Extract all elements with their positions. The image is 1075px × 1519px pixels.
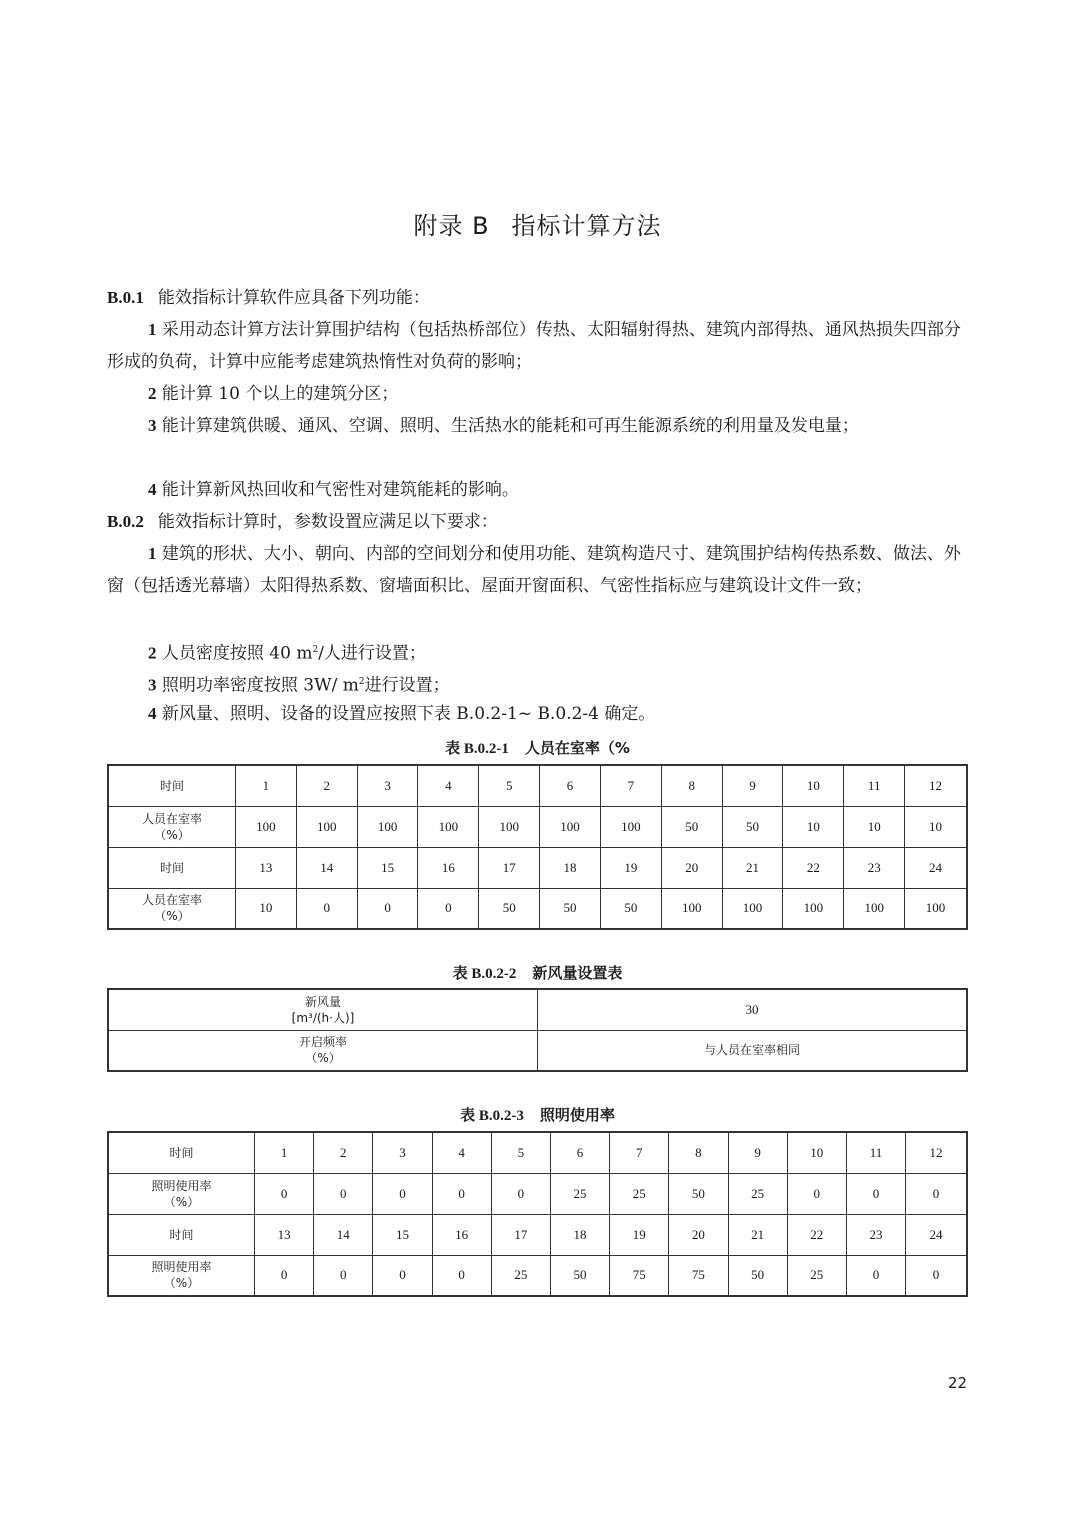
b01-item-1 [107, 314, 969, 378]
hour-cell: 3 [357, 765, 418, 806]
hour-cell: 24 [905, 847, 967, 888]
hour-cell: 15 [373, 1214, 432, 1255]
label-line: 照明使用率 [151, 1178, 212, 1193]
item-number: 3 [148, 416, 157, 435]
label-line: 新风量 [304, 994, 341, 1009]
hour-cell: 17 [479, 847, 540, 888]
value-cell: 100 [357, 806, 418, 847]
hour-cell: 5 [491, 1132, 550, 1173]
hour-cell: 19 [600, 847, 661, 888]
time-label: 时间 [108, 1214, 255, 1255]
time-label: 时间 [108, 847, 236, 888]
superscript: 2 [358, 677, 365, 687]
fresh-air-table [107, 988, 968, 1072]
hour-cell: 18 [540, 847, 601, 888]
label-line: （%） [154, 827, 190, 842]
item-text: 能计算建筑供暖、通风、空调、照明、生活热水的能耗和可再生能源系统的利用量及发电量； [161, 416, 859, 436]
value-cell: 0 [906, 1255, 967, 1296]
fresh-air-value: 30 [538, 989, 968, 1030]
hour-cell: 9 [728, 1132, 787, 1173]
value-cell: 50 [669, 1173, 728, 1214]
value-cell: 10 [236, 888, 297, 929]
hour-cell: 21 [722, 847, 783, 888]
rate-label [108, 806, 236, 847]
value-cell: 0 [296, 888, 357, 929]
value-cell: 100 [418, 806, 479, 847]
page-title [0, 206, 1075, 241]
value-cell: 100 [540, 806, 601, 847]
value-cell: 0 [314, 1255, 373, 1296]
hour-cell: 2 [314, 1132, 373, 1173]
hour-cell: 4 [418, 765, 479, 806]
value-cell: 100 [905, 888, 967, 929]
hour-cell: 24 [906, 1214, 967, 1255]
value-cell: 25 [610, 1173, 669, 1214]
rate-label [108, 1255, 255, 1296]
item-number: 1 [148, 320, 157, 339]
value-cell: 50 [722, 806, 783, 847]
value-cell: 75 [610, 1255, 669, 1296]
hour-cell: 8 [661, 765, 722, 806]
hour-cell: 18 [550, 1214, 609, 1255]
hour-cell: 10 [783, 765, 844, 806]
hour-cell: 4 [432, 1132, 491, 1173]
label-line: （%） [305, 1051, 341, 1066]
clause-number: B.0.2 [107, 512, 144, 531]
hour-cell: 1 [255, 1132, 314, 1173]
value-cell: 100 [479, 806, 540, 847]
clause-number: B.0.1 [107, 288, 144, 307]
frequency-value: 与人员在室率相同 [538, 1030, 968, 1071]
hour-cell: 6 [540, 765, 601, 806]
value-cell: 50 [728, 1255, 787, 1296]
b01-item-4 [107, 474, 969, 506]
b02-item-1 [107, 538, 969, 602]
appendix-label: 附录 B [413, 212, 490, 240]
hour-cell: 23 [844, 847, 905, 888]
hour-cell: 10 [787, 1132, 846, 1173]
label-line: （%） [163, 1276, 200, 1291]
item-number: 4 [148, 480, 157, 499]
hour-cell: 12 [906, 1132, 967, 1173]
hour-cell: 7 [600, 765, 661, 806]
table-row [108, 989, 967, 1030]
hour-cell: 2 [296, 765, 357, 806]
value-cell: 100 [661, 888, 722, 929]
b02-item-2 [107, 634, 969, 670]
value-cell: 100 [783, 888, 844, 929]
caption-text: 新风量设置表 [532, 964, 623, 982]
time-label: 时间 [108, 1132, 255, 1173]
hour-cell: 21 [728, 1214, 787, 1255]
hour-cell: 20 [669, 1214, 728, 1255]
hour-cell: 5 [479, 765, 540, 806]
value-cell: 0 [357, 888, 418, 929]
fresh-air-label [108, 989, 538, 1030]
table3-caption [0, 1104, 1075, 1125]
value-cell: 50 [550, 1255, 609, 1296]
value-cell: 25 [728, 1173, 787, 1214]
occupancy-table [107, 764, 968, 930]
value-cell: 0 [255, 1173, 314, 1214]
label-line: 照明使用率 [151, 1260, 212, 1275]
page-number: 22 [948, 1374, 968, 1392]
hour-cell: 16 [432, 1214, 491, 1255]
caption-number: 表 B.0.2-3 [460, 1108, 524, 1124]
hour-cell: 11 [846, 1132, 905, 1173]
item-text: 能计算新风热回收和气密性对建筑能耗的影响。 [161, 480, 519, 500]
b01-item-3 [107, 410, 969, 442]
hour-cell: 23 [846, 1214, 905, 1255]
table-row [108, 1214, 967, 1255]
table-row [108, 806, 967, 847]
label-line: （%） [163, 1194, 200, 1209]
hour-cell: 9 [722, 765, 783, 806]
superscript: 2 [312, 645, 319, 655]
b01-item-2 [107, 378, 969, 410]
rate-label [108, 1173, 255, 1214]
hour-cell: 14 [314, 1214, 373, 1255]
item-number: 2 [148, 384, 157, 403]
label-line: 开启频率 [298, 1035, 347, 1050]
hour-cell: 17 [491, 1214, 550, 1255]
value-cell: 0 [432, 1173, 491, 1214]
hour-cell: 19 [610, 1214, 669, 1255]
value-cell: 0 [787, 1173, 846, 1214]
value-cell: 0 [846, 1173, 905, 1214]
table-row [108, 765, 967, 806]
value-cell: 10 [905, 806, 967, 847]
hour-cell: 8 [669, 1132, 728, 1173]
table-row [108, 1255, 967, 1296]
value-cell: 50 [540, 888, 601, 929]
value-cell: 75 [669, 1255, 728, 1296]
time-label: 时间 [108, 765, 236, 806]
hour-cell: 15 [357, 847, 418, 888]
hour-cell: 3 [373, 1132, 432, 1173]
caption-number: 表 B.0.2-2 [452, 966, 517, 982]
frequency-label [108, 1030, 538, 1071]
item-number: 4 [148, 704, 157, 723]
hour-cell: 14 [296, 847, 357, 888]
value-cell: 0 [255, 1255, 314, 1296]
value-cell: 0 [846, 1255, 905, 1296]
value-cell: 50 [600, 888, 661, 929]
value-cell: 100 [296, 806, 357, 847]
table-row [108, 1030, 967, 1071]
value-cell: 100 [722, 888, 783, 929]
value-cell: 100 [236, 806, 297, 847]
clause-b01 [107, 282, 969, 314]
hour-cell: 16 [418, 847, 479, 888]
item-text: 建筑的形状、大小、朝向、内部的空间划分和使用功能、建筑构造尺寸、建筑围护结构传热系数、做法、外窗（包括透光幕墙）太阳得热系数、窗墙面积比、屋面开窗面积、气密性指标应与建筑设计文件一致； [107, 544, 961, 596]
item-text: /人进行设置； [318, 643, 426, 664]
value-cell: 0 [418, 888, 479, 929]
appendix-title: 指标计算方法 [511, 212, 662, 240]
label-line: （%） [154, 909, 190, 924]
item-number: 3 [148, 675, 157, 695]
caption-text: 照明使用率 [539, 1106, 615, 1124]
hour-cell: 12 [905, 765, 967, 806]
b02-item-4 [107, 698, 969, 730]
value-cell: 10 [844, 806, 905, 847]
value-cell: 100 [600, 806, 661, 847]
table-row [108, 888, 967, 929]
item-text: 进行设置； [364, 675, 450, 696]
value-cell: 0 [906, 1173, 967, 1214]
value-cell: 0 [373, 1173, 432, 1214]
item-text: 新风量、照明、设备的设置应按照下表 B.0.2-1~ B.0.2-4 确定。 [161, 704, 656, 724]
value-cell: 0 [373, 1255, 432, 1296]
value-cell: 25 [491, 1255, 550, 1296]
table1-caption [0, 737, 1075, 758]
item-text: 照明功率密度按照 3W/ m [161, 675, 359, 696]
value-cell: 0 [432, 1255, 491, 1296]
hour-cell: 11 [844, 765, 905, 806]
hour-cell: 6 [550, 1132, 609, 1173]
value-cell: 0 [314, 1173, 373, 1214]
item-number: 2 [148, 643, 157, 663]
table-row [108, 1132, 967, 1173]
b02-item-3 [107, 666, 969, 702]
clause-lead: 能效指标计算软件应具备下列功能： [157, 288, 430, 308]
table-row [108, 1173, 967, 1214]
caption-number: 表 B.0.2-1 [445, 741, 509, 757]
table-row [108, 847, 967, 888]
label-line: [m³/(h·人)] [291, 1010, 355, 1025]
clause-lead: 能效指标计算时，参数设置应满足以下要求： [157, 512, 498, 532]
value-cell: 25 [787, 1255, 846, 1296]
item-text: 采用动态计算方法计算围护结构（包括热桥部位）传热、太阳辐射得热、建筑内部得热、通风热损失四部分形成的负荷，计算中应能考虑建筑热惰性对负荷的影响； [107, 320, 961, 372]
value-cell: 50 [479, 888, 540, 929]
hour-cell: 7 [610, 1132, 669, 1173]
item-text: 能计算 10 个以上的建筑分区； [161, 384, 399, 404]
value-cell: 0 [491, 1173, 550, 1214]
value-cell: 25 [550, 1173, 609, 1214]
item-number: 1 [148, 544, 157, 563]
caption-text: 人员在室率（% [524, 739, 630, 757]
item-text: 人员密度按照 40 m [161, 643, 313, 664]
value-cell: 50 [661, 806, 722, 847]
value-cell: 10 [783, 806, 844, 847]
rate-label [108, 888, 236, 929]
hour-cell: 13 [236, 847, 297, 888]
label-line: 人员在室率 [141, 811, 202, 826]
hour-cell: 22 [783, 847, 844, 888]
hour-cell: 13 [255, 1214, 314, 1255]
value-cell: 100 [844, 888, 905, 929]
label-line: 人员在室率 [141, 893, 202, 908]
hour-cell: 1 [236, 765, 297, 806]
hour-cell: 20 [661, 847, 722, 888]
clause-b02 [107, 506, 969, 538]
hour-cell: 22 [787, 1214, 846, 1255]
lighting-table [107, 1131, 968, 1297]
table2-caption [0, 962, 1075, 983]
